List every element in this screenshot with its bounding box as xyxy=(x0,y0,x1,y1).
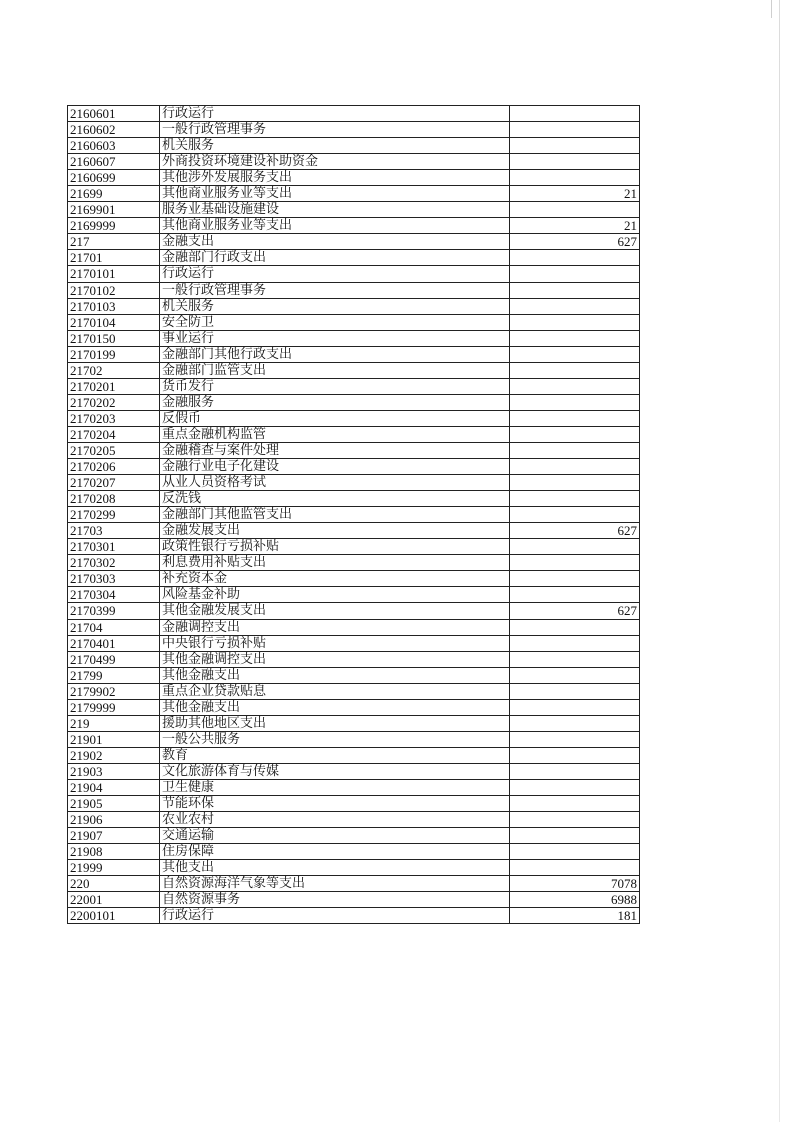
amount-cell xyxy=(510,651,640,667)
subject-name-cell: 安全防卫 xyxy=(160,314,510,330)
table-row xyxy=(68,314,640,330)
subject-code-cell: 2179902 xyxy=(68,683,160,699)
table-row xyxy=(68,587,640,603)
subject-name-cell: 金融行业电子化建设 xyxy=(160,459,510,475)
table-row xyxy=(68,876,640,892)
subject-code-cell: 2169901 xyxy=(68,202,160,218)
amount-cell xyxy=(510,796,640,812)
subject-name-cell: 机关服务 xyxy=(160,138,510,154)
subject-code-cell: 2170202 xyxy=(68,394,160,410)
table-row xyxy=(68,699,640,715)
table-row xyxy=(68,298,640,314)
subject-name-cell: 其他金融发展支出 xyxy=(160,603,510,619)
subject-code-cell: 21702 xyxy=(68,362,160,378)
subject-name-cell: 金融部门监管支出 xyxy=(160,362,510,378)
subject-code-cell: 2200101 xyxy=(68,908,160,924)
budget-table xyxy=(67,105,640,924)
table-row xyxy=(68,908,640,924)
subject-code-cell: 2170299 xyxy=(68,507,160,523)
table-row xyxy=(68,186,640,202)
subject-code-cell: 2170206 xyxy=(68,459,160,475)
table-row xyxy=(68,860,640,876)
subject-name-cell: 反洗钱 xyxy=(160,491,510,507)
subject-name-cell: 其他商业服务业等支出 xyxy=(160,218,510,234)
subject-name-cell: 其他支出 xyxy=(160,860,510,876)
subject-name-cell: 住房保障 xyxy=(160,844,510,860)
subject-name-cell: 事业运行 xyxy=(160,330,510,346)
subject-code-cell: 2170102 xyxy=(68,282,160,298)
table-row xyxy=(68,731,640,747)
subject-code-cell: 2170204 xyxy=(68,426,160,442)
table-row xyxy=(68,523,640,539)
budget-table-body xyxy=(68,106,640,924)
subject-name-cell: 援助其他地区支出 xyxy=(160,715,510,731)
subject-code-cell: 220 xyxy=(68,876,160,892)
amount-cell xyxy=(510,812,640,828)
table-row xyxy=(68,282,640,298)
subject-code-cell: 2170302 xyxy=(68,555,160,571)
subject-code-cell: 2170303 xyxy=(68,571,160,587)
amount-cell xyxy=(510,170,640,186)
subject-name-cell: 金融稽查与案件处理 xyxy=(160,442,510,458)
amount-cell xyxy=(510,731,640,747)
amount-cell xyxy=(510,250,640,266)
subject-name-cell: 从业人员资格考试 xyxy=(160,475,510,491)
table-row xyxy=(68,844,640,860)
table-row xyxy=(68,635,640,651)
table-row xyxy=(68,154,640,170)
amount-cell xyxy=(510,555,640,571)
subject-code-cell: 2170205 xyxy=(68,442,160,458)
subject-name-cell: 行政运行 xyxy=(160,266,510,282)
amount-cell xyxy=(510,475,640,491)
subject-code-cell: 21902 xyxy=(68,747,160,763)
amount-cell xyxy=(510,539,640,555)
subject-code-cell: 2170199 xyxy=(68,346,160,362)
amount-cell xyxy=(510,619,640,635)
subject-name-cell: 其他金融调控支出 xyxy=(160,651,510,667)
subject-code-cell: 21699 xyxy=(68,186,160,202)
table-row xyxy=(68,122,640,138)
table-row xyxy=(68,266,640,282)
amount-cell xyxy=(510,378,640,394)
amount-cell: 627 xyxy=(510,234,640,250)
subject-name-cell: 重点金融机构监管 xyxy=(160,426,510,442)
subject-name-cell: 教育 xyxy=(160,747,510,763)
subject-name-cell: 利息费用补贴支出 xyxy=(160,555,510,571)
subject-code-cell: 2170101 xyxy=(68,266,160,282)
subject-code-cell: 2170304 xyxy=(68,587,160,603)
table-row xyxy=(68,234,640,250)
amount-cell xyxy=(510,587,640,603)
subject-code-cell: 21905 xyxy=(68,796,160,812)
subject-name-cell: 文化旅游体育与传媒 xyxy=(160,763,510,779)
amount-cell xyxy=(510,394,640,410)
table-row xyxy=(68,330,640,346)
subject-code-cell: 2170401 xyxy=(68,635,160,651)
subject-code-cell: 21907 xyxy=(68,828,160,844)
subject-code-cell: 21908 xyxy=(68,844,160,860)
amount-cell xyxy=(510,683,640,699)
subject-name-cell: 金融部门其他行政支出 xyxy=(160,346,510,362)
subject-code-cell: 21704 xyxy=(68,619,160,635)
amount-cell xyxy=(510,314,640,330)
subject-code-cell: 2170207 xyxy=(68,475,160,491)
amount-cell: 21 xyxy=(510,186,640,202)
subject-name-cell: 服务业基础设施建设 xyxy=(160,202,510,218)
table-row xyxy=(68,747,640,763)
subject-name-cell: 金融发展支出 xyxy=(160,523,510,539)
subject-name-cell: 金融服务 xyxy=(160,394,510,410)
amount-cell xyxy=(510,635,640,651)
table-row xyxy=(68,555,640,571)
table-row xyxy=(68,218,640,234)
subject-code-cell: 2170499 xyxy=(68,651,160,667)
amount-cell xyxy=(510,571,640,587)
table-row xyxy=(68,796,640,812)
table-row xyxy=(68,651,640,667)
amount-cell xyxy=(510,442,640,458)
table-row xyxy=(68,603,640,619)
subject-name-cell: 风险基金补助 xyxy=(160,587,510,603)
amount-cell xyxy=(510,491,640,507)
subject-name-cell: 交通运输 xyxy=(160,828,510,844)
page-edge xyxy=(779,0,780,1122)
subject-name-cell: 行政运行 xyxy=(160,908,510,924)
amount-cell xyxy=(510,507,640,523)
subject-code-cell: 2170201 xyxy=(68,378,160,394)
amount-cell xyxy=(510,699,640,715)
amount-cell xyxy=(510,763,640,779)
subject-code-cell: 21903 xyxy=(68,763,160,779)
subject-code-cell: 2170399 xyxy=(68,603,160,619)
amount-cell xyxy=(510,828,640,844)
subject-name-cell: 重点企业贷款贴息 xyxy=(160,683,510,699)
subject-code-cell: 21906 xyxy=(68,812,160,828)
table-row xyxy=(68,539,640,555)
amount-cell xyxy=(510,860,640,876)
subject-code-cell: 21901 xyxy=(68,731,160,747)
amount-cell: 627 xyxy=(510,603,640,619)
amount-cell xyxy=(510,154,640,170)
subject-code-cell: 21904 xyxy=(68,779,160,795)
subject-name-cell: 外商投资环境建设补助资金 xyxy=(160,154,510,170)
table-row xyxy=(68,346,640,362)
subject-name-cell: 中央银行亏损补贴 xyxy=(160,635,510,651)
subject-code-cell: 2160607 xyxy=(68,154,160,170)
table-row xyxy=(68,715,640,731)
amount-cell xyxy=(510,266,640,282)
subject-code-cell: 2170150 xyxy=(68,330,160,346)
amount-cell xyxy=(510,410,640,426)
amount-cell xyxy=(510,298,640,314)
subject-code-cell: 2170203 xyxy=(68,410,160,426)
subject-name-cell: 其他商业服务业等支出 xyxy=(160,186,510,202)
subject-name-cell: 一般行政管理事务 xyxy=(160,122,510,138)
table-row xyxy=(68,170,640,186)
subject-code-cell: 2160602 xyxy=(68,122,160,138)
amount-cell xyxy=(510,202,640,218)
subject-name-cell: 金融部门行政支出 xyxy=(160,250,510,266)
subject-name-cell: 一般公共服务 xyxy=(160,731,510,747)
page-corner xyxy=(771,0,780,18)
subject-code-cell: 22001 xyxy=(68,892,160,908)
table-row xyxy=(68,475,640,491)
table-row xyxy=(68,491,640,507)
subject-code-cell: 2170103 xyxy=(68,298,160,314)
table-row xyxy=(68,683,640,699)
amount-cell: 7078 xyxy=(510,876,640,892)
amount-cell: 181 xyxy=(510,908,640,924)
subject-code-cell: 21701 xyxy=(68,250,160,266)
subject-name-cell: 政策性银行亏损补贴 xyxy=(160,539,510,555)
table-row xyxy=(68,202,640,218)
amount-cell: 6988 xyxy=(510,892,640,908)
amount-cell xyxy=(510,122,640,138)
subject-name-cell: 农业农村 xyxy=(160,812,510,828)
table-row xyxy=(68,779,640,795)
subject-code-cell: 2169999 xyxy=(68,218,160,234)
table-row xyxy=(68,619,640,635)
subject-name-cell: 其他涉外发展服务支出 xyxy=(160,170,510,186)
amount-cell xyxy=(510,747,640,763)
amount-cell: 21 xyxy=(510,218,640,234)
subject-code-cell: 2179999 xyxy=(68,699,160,715)
table-row xyxy=(68,459,640,475)
subject-name-cell: 卫生健康 xyxy=(160,779,510,795)
amount-cell xyxy=(510,426,640,442)
subject-name-cell: 一般行政管理事务 xyxy=(160,282,510,298)
amount-cell xyxy=(510,330,640,346)
subject-name-cell: 金融部门其他监管支出 xyxy=(160,507,510,523)
subject-name-cell: 其他金融支出 xyxy=(160,699,510,715)
amount-cell xyxy=(510,138,640,154)
subject-name-cell: 机关服务 xyxy=(160,298,510,314)
subject-code-cell: 21799 xyxy=(68,667,160,683)
subject-name-cell: 金融支出 xyxy=(160,234,510,250)
table-row xyxy=(68,106,640,122)
subject-code-cell: 2160699 xyxy=(68,170,160,186)
amount-cell xyxy=(510,459,640,475)
subject-name-cell: 金融调控支出 xyxy=(160,619,510,635)
table-row xyxy=(68,378,640,394)
subject-code-cell: 21999 xyxy=(68,860,160,876)
subject-name-cell: 反假币 xyxy=(160,410,510,426)
subject-code-cell: 2160603 xyxy=(68,138,160,154)
subject-name-cell: 货币发行 xyxy=(160,378,510,394)
subject-name-cell: 自然资源事务 xyxy=(160,892,510,908)
amount-cell xyxy=(510,715,640,731)
subject-name-cell: 节能环保 xyxy=(160,796,510,812)
table-row xyxy=(68,250,640,266)
subject-code-cell: 219 xyxy=(68,715,160,731)
subject-code-cell: 2160601 xyxy=(68,106,160,122)
table-row xyxy=(68,828,640,844)
table-row xyxy=(68,812,640,828)
subject-name-cell: 行政运行 xyxy=(160,106,510,122)
table-row xyxy=(68,892,640,908)
table-row xyxy=(68,763,640,779)
amount-cell xyxy=(510,106,640,122)
table-row xyxy=(68,426,640,442)
table-row xyxy=(68,410,640,426)
table-row xyxy=(68,362,640,378)
subject-code-cell: 2170104 xyxy=(68,314,160,330)
amount-cell xyxy=(510,362,640,378)
amount-cell xyxy=(510,844,640,860)
subject-name-cell: 其他金融支出 xyxy=(160,667,510,683)
table-row xyxy=(68,507,640,523)
table-row xyxy=(68,138,640,154)
amount-cell xyxy=(510,346,640,362)
table-row xyxy=(68,571,640,587)
subject-name-cell: 补充资本金 xyxy=(160,571,510,587)
table-row xyxy=(68,667,640,683)
table-row xyxy=(68,394,640,410)
subject-code-cell: 2170301 xyxy=(68,539,160,555)
amount-cell xyxy=(510,779,640,795)
table-row xyxy=(68,442,640,458)
amount-cell: 627 xyxy=(510,523,640,539)
subject-code-cell: 21703 xyxy=(68,523,160,539)
subject-code-cell: 2170208 xyxy=(68,491,160,507)
subject-name-cell: 自然资源海洋气象等支出 xyxy=(160,876,510,892)
amount-cell xyxy=(510,282,640,298)
amount-cell xyxy=(510,667,640,683)
subject-code-cell: 217 xyxy=(68,234,160,250)
